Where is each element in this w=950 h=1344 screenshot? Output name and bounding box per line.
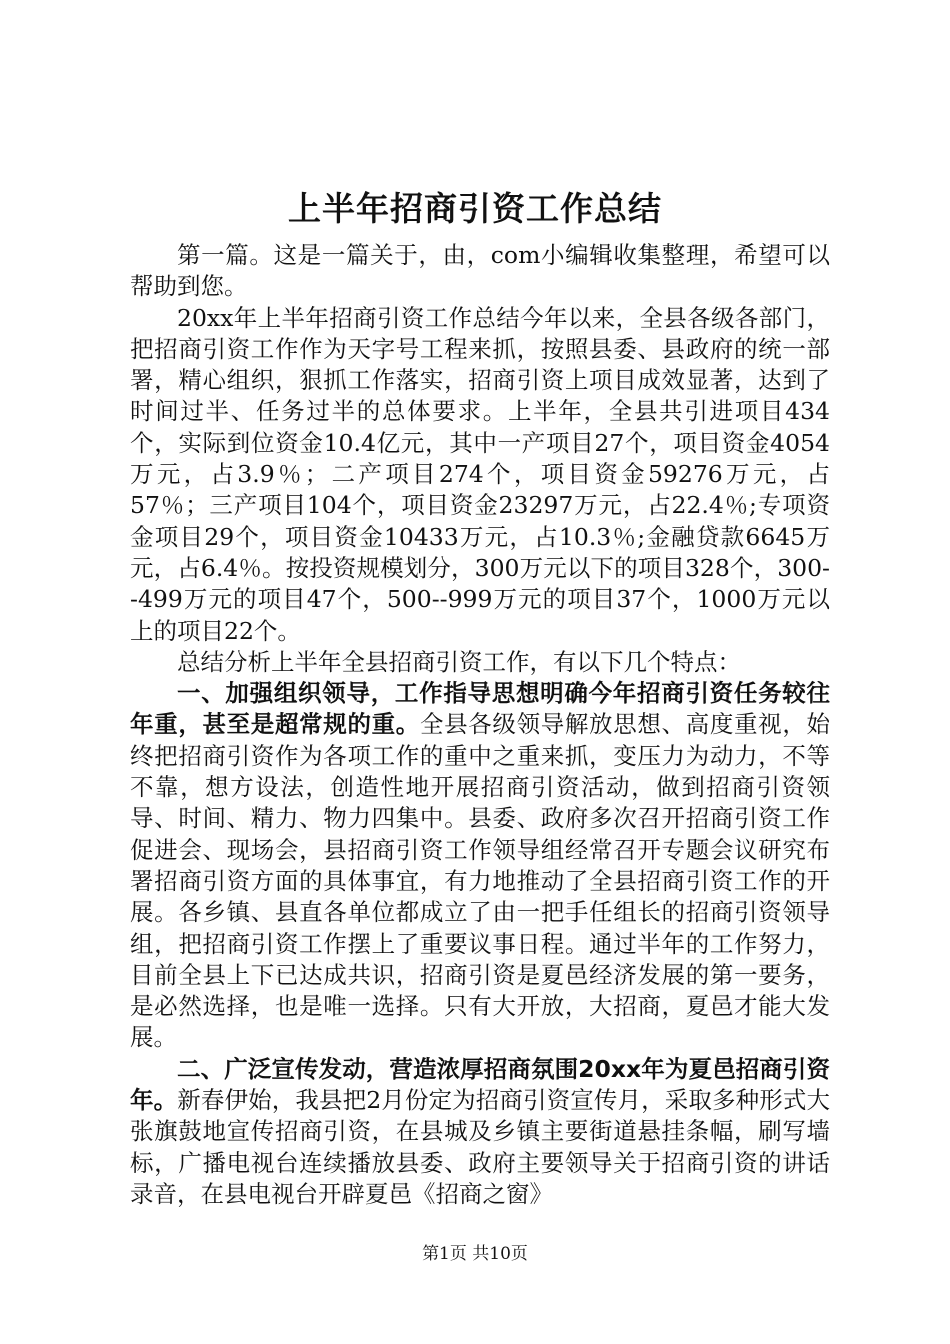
paragraph [130,1054,830,1210]
paragraph-text: 总结分析上半年全县招商引资工作，有以下几个特点： [177,647,741,676]
document-title: 上半年招商引资工作总结 [288,189,662,228]
paragraph [130,240,830,303]
page-footer: 第1页 共10页 [422,1244,528,1264]
section-heading: 二、广泛宣传发动，营造浓厚招商氛围20xx年为夏邑招商引资年。 [130,1054,830,1115]
paragraph-text: 全县各级领导解放思想、高度重视，始终把招商引资作为各项工作的重中之重来抓，变压力为动力，不等不靠，想方设法，创造性地开展招商引资活动，做到招商引资领导、时间、精力、物力四集中。县委、政府多次召开招商引资工作促进会、现场会，县招商引资工作领导组经常召开专题会议研究布署招商引资方面的具体事宜，有力地推动了全县招商引资工作的开展。各乡镇、县直各单位都成立了由一把手任组长的招商引资领导组，把招商引资工作摆上了重要议事日程。通过半年的工作努力，目前全县上下已达成共识，招商引资是夏邑经济发展的第一要务，是必然选择，也是唯一选择。只有大开放，大招商，夏邑才能大发展。 [130,710,831,1052]
paragraph [130,303,830,647]
paragraph-text: 新春伊始，我县把2月份定为招商引资宣传月，采取多种形式大张旗鼓地宣传招商引资，在县城及乡镇主要街道悬挂条幅，刷写墙标，广播电视台连续播放县委、政府主要领导关于招商引资的讲话录音，在县电视台开辟夏邑《招商之窗》 [130,1086,831,1208]
document-body [130,240,830,1210]
paragraph [130,647,830,678]
paragraph-text: 第一篇。这是一篇关于，由，com小编辑收集整理，希望可以帮助到您。 [130,241,830,301]
paragraph-text: 20xx年上半年招商引资工作总结今年以来，全县各级各部门，把招商引资工作作为天字号工程来抓，按照县委、县政府的统一部署，精心组织，狠抓工作落实，招商引资上项目成效显著，达到了时间过半、任务过半的总体要求。上半年，全县共引进项目434个，实际到位资金10.4亿元，其中一产项目27个，项目资金4054万元，占3.9％；二产项目274个，项目资金59276万元，占57％；三产项目104个，项目资金23297万元，占22.4％;专项资金项目29个，项目资金10433万元，占10.3％;金融贷款6645万元，占6.4％。按投资规模划分，300万元以下的项目328个，300--499万元的项目47个，500--999万元的项目37个，1000万元以上的项目22个。 [130,303,830,645]
section-heading: 一、加强组织领导，工作指导思想明确今年招商引资任务较往年重，甚至是超常规的重。 [130,679,830,739]
paragraph [130,678,830,1054]
